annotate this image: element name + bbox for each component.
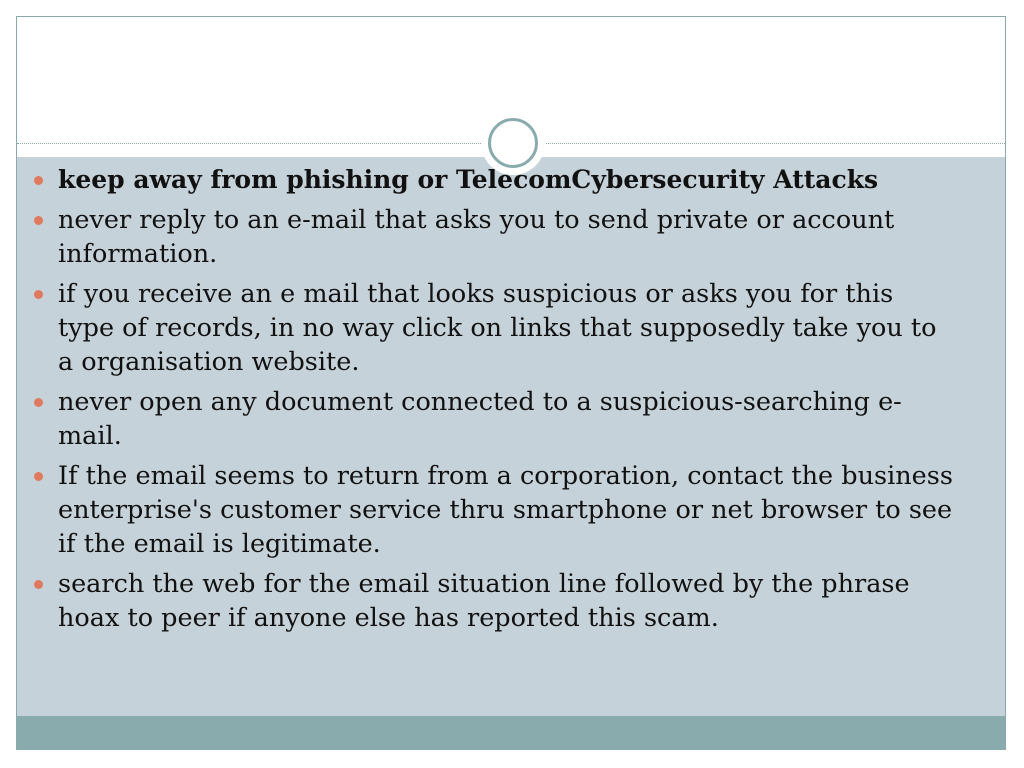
bullet-text: if you receive an e mail that looks suspicious or asks you for this type of records, in no way click on links that supposedly take you to a organisation website. [58,279,937,377]
bullet-item [34,203,954,271]
bullet-item [34,459,954,561]
bullet-dot-icon [34,290,43,299]
bullet-text: never reply to an e-mail that asks you to send private or account information. [58,205,895,269]
circle-ring [488,118,538,168]
bullet-dot-icon [34,216,43,225]
bullet-text: search the web for the email situation line followed by the phrase hoax to peer if anyone else has reported this scam. [58,569,910,633]
bullet-item [34,163,954,197]
bullet-item [34,567,954,635]
bullet-dot-icon [34,176,43,185]
footer-bar [17,716,1005,750]
bullet-dot-icon [34,398,43,407]
bullet-item [34,385,954,453]
bullet-text: never open any document connected to a suspicious-searching e-mail. [58,387,902,451]
bullet-dot-icon [34,472,43,481]
bullet-text: keep away from phishing or TelecomCybersecurity Attacks [58,165,879,194]
bullet-list [34,163,954,641]
bullet-item [34,277,954,379]
bullet-dot-icon [34,580,43,589]
bullet-text: If the email seems to return from a corporation, contact the business enterprise's customer service thru smartphone or net browser to see if the email is legitimate. [58,461,953,559]
